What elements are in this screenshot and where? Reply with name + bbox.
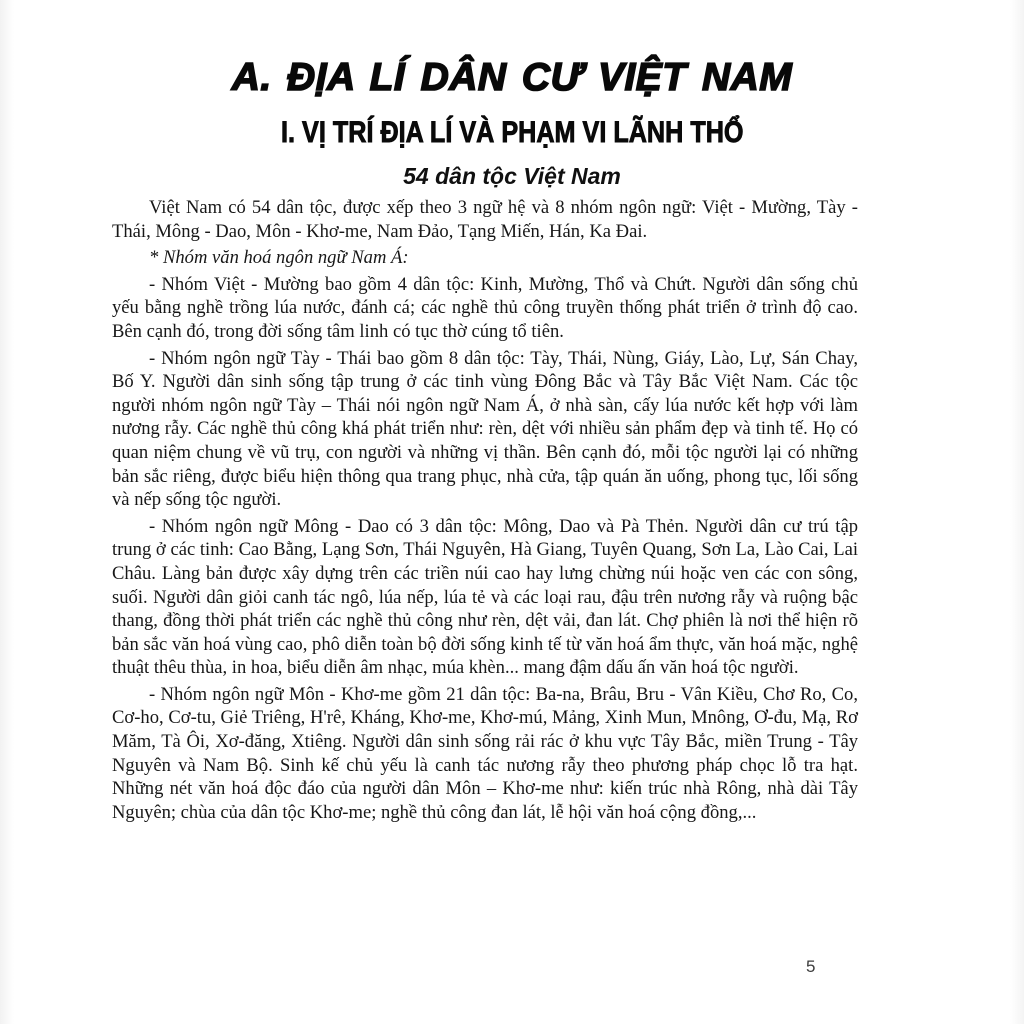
subsection-heading: 54 dân tộc Việt Nam xyxy=(403,163,621,189)
section-heading-text: I. VỊ TRÍ ĐỊA LÍ VÀ PHẠM VI LÃNH THỔ xyxy=(280,116,744,149)
right-scan-edge xyxy=(1010,0,1024,1024)
paragraph-language-group-note: * Nhóm văn hoá ngôn ngữ Nam Á: xyxy=(149,247,409,269)
paragraph-intro: Việt Nam có 54 dân tộc, được xếp theo 3 ngữ hệ và 8 nhóm ngôn ngữ: Việt - Mường, Tày - Thái, Mông - Dao, Môn - Khơ-me, Nam Đảo, Tạng Miến, Hán, Ka Đai. xyxy=(112,197,858,242)
paragraph-tay-thai: - Nhóm ngôn ngữ Tày - Thái bao gồm 8 dân tộc: Tày, Thái, Nùng, Giáy, Lào, Lự, Sán Chay, Bố Y. Người dân sinh sống tập trung ở các tinh vùng Đông Bắc và Tây Bắc Việt Nam. Các tộc người nhóm ngôn ngữ Tày – Thái nói ngôn ngữ Nam Á, ở nhà sàn, cấy lúa nước kết hợp với làm nương rẫy. Các nghề thủ công khá phát triển như: rèn, dệt với nhiều sản phẩm đẹp và tinh tế. Họ có quan niệm chung về vũ trụ, con người và những vị thần. Bên cạnh đó, mỗi tộc người lại có những bản sắc riêng, được biểu hiện thông qua trang phục, nhà cửa, tập quán ăn uống, phong tục, lối sống và nếp sống tộc người. xyxy=(112,347,858,511)
section-heading xyxy=(0,116,1024,150)
paragraph-mong-dao: - Nhóm ngôn ngữ Mông - Dao có 3 dân tộc: Mông, Dao và Pà Thẻn. Người dân cư trú tập trung ở các tinh: Cao Bằng, Lạng Sơn, Thái Nguyên, Hà Giang, Tuyên Quang, Sơn La, Lào Cai, Lai Châu. Làng bản được xây dựng trên các triền núi cao hay lưng chừng núi hoặc ven các con sông, suối. Người dân giỏi canh tác ngô, lúa nếp, lúa tẻ và các loại rau, đậu trên nương rẫy và ruộng bậc thang, đồng thời phát triển các nghề thủ công như rèn, dệt vải, đan lát. Chợ phiên là nơi thể hiện rõ bản sắc văn hoá vùng cao, phô diễn toàn bộ đời sống kinh tế từ văn hoá ẩm thực, văn hoá mặc, nghệ thuật thêu thùa, in hoa, biểu diễn âm nhạc, múa khèn... mang đậm dấu ấn văn hoá tộc người. xyxy=(112,515,858,679)
paragraph-mon-khome: - Nhóm ngôn ngữ Môn - Khơ-me gồm 21 dân tộc: Ba-na, Brâu, Bru - Vân Kiều, Chơ Ro, Co, Cơ-ho, Cơ-tu, Giẻ Triêng, H'rê, Kháng, Khơ-me, Khơ-mú, Mảng, Xinh Mun, Mnông, Ơ-đu, Mạ, Rơ Măm, Tà Ôi, Xơ-đăng, Xtiêng. Người dân sinh sống rải rác ở khu vực Tây Bắc, miền Trung - Tây Nguyên và Nam Bộ. Sinh kế chủ yếu là canh tác nương rẫy theo phương pháp chọc lỗ tra hạt. Những nét văn hoá độc đáo của người dân Môn – Khơ-me như: kiến trúc nhà Rông, nhà dài Tây Nguyên; chùa của dân tộc Khơ-me; nghề thủ công đan lát, lễ hội văn hoá cộng đồng,... xyxy=(112,683,858,823)
paragraph-viet-muong: - Nhóm Việt - Mường bao gồm 4 dân tộc: Kinh, Mường, Thổ và Chứt. Người dân sống chủ yếu bằng nghề trồng lúa nước, đánh cá; các nghề thủ công truyền thống phát triển ở trình độ cao. Bên cạnh đó, trong đời sống tâm linh có tục thờ cúng tổ tiên. xyxy=(112,273,858,342)
page-number: 5 xyxy=(806,957,816,976)
chapter-title: A. ĐỊA LÍ DÂN CƯ VIỆT NAM xyxy=(231,56,793,99)
body-text xyxy=(112,196,858,827)
left-scan-edge xyxy=(0,0,14,1024)
